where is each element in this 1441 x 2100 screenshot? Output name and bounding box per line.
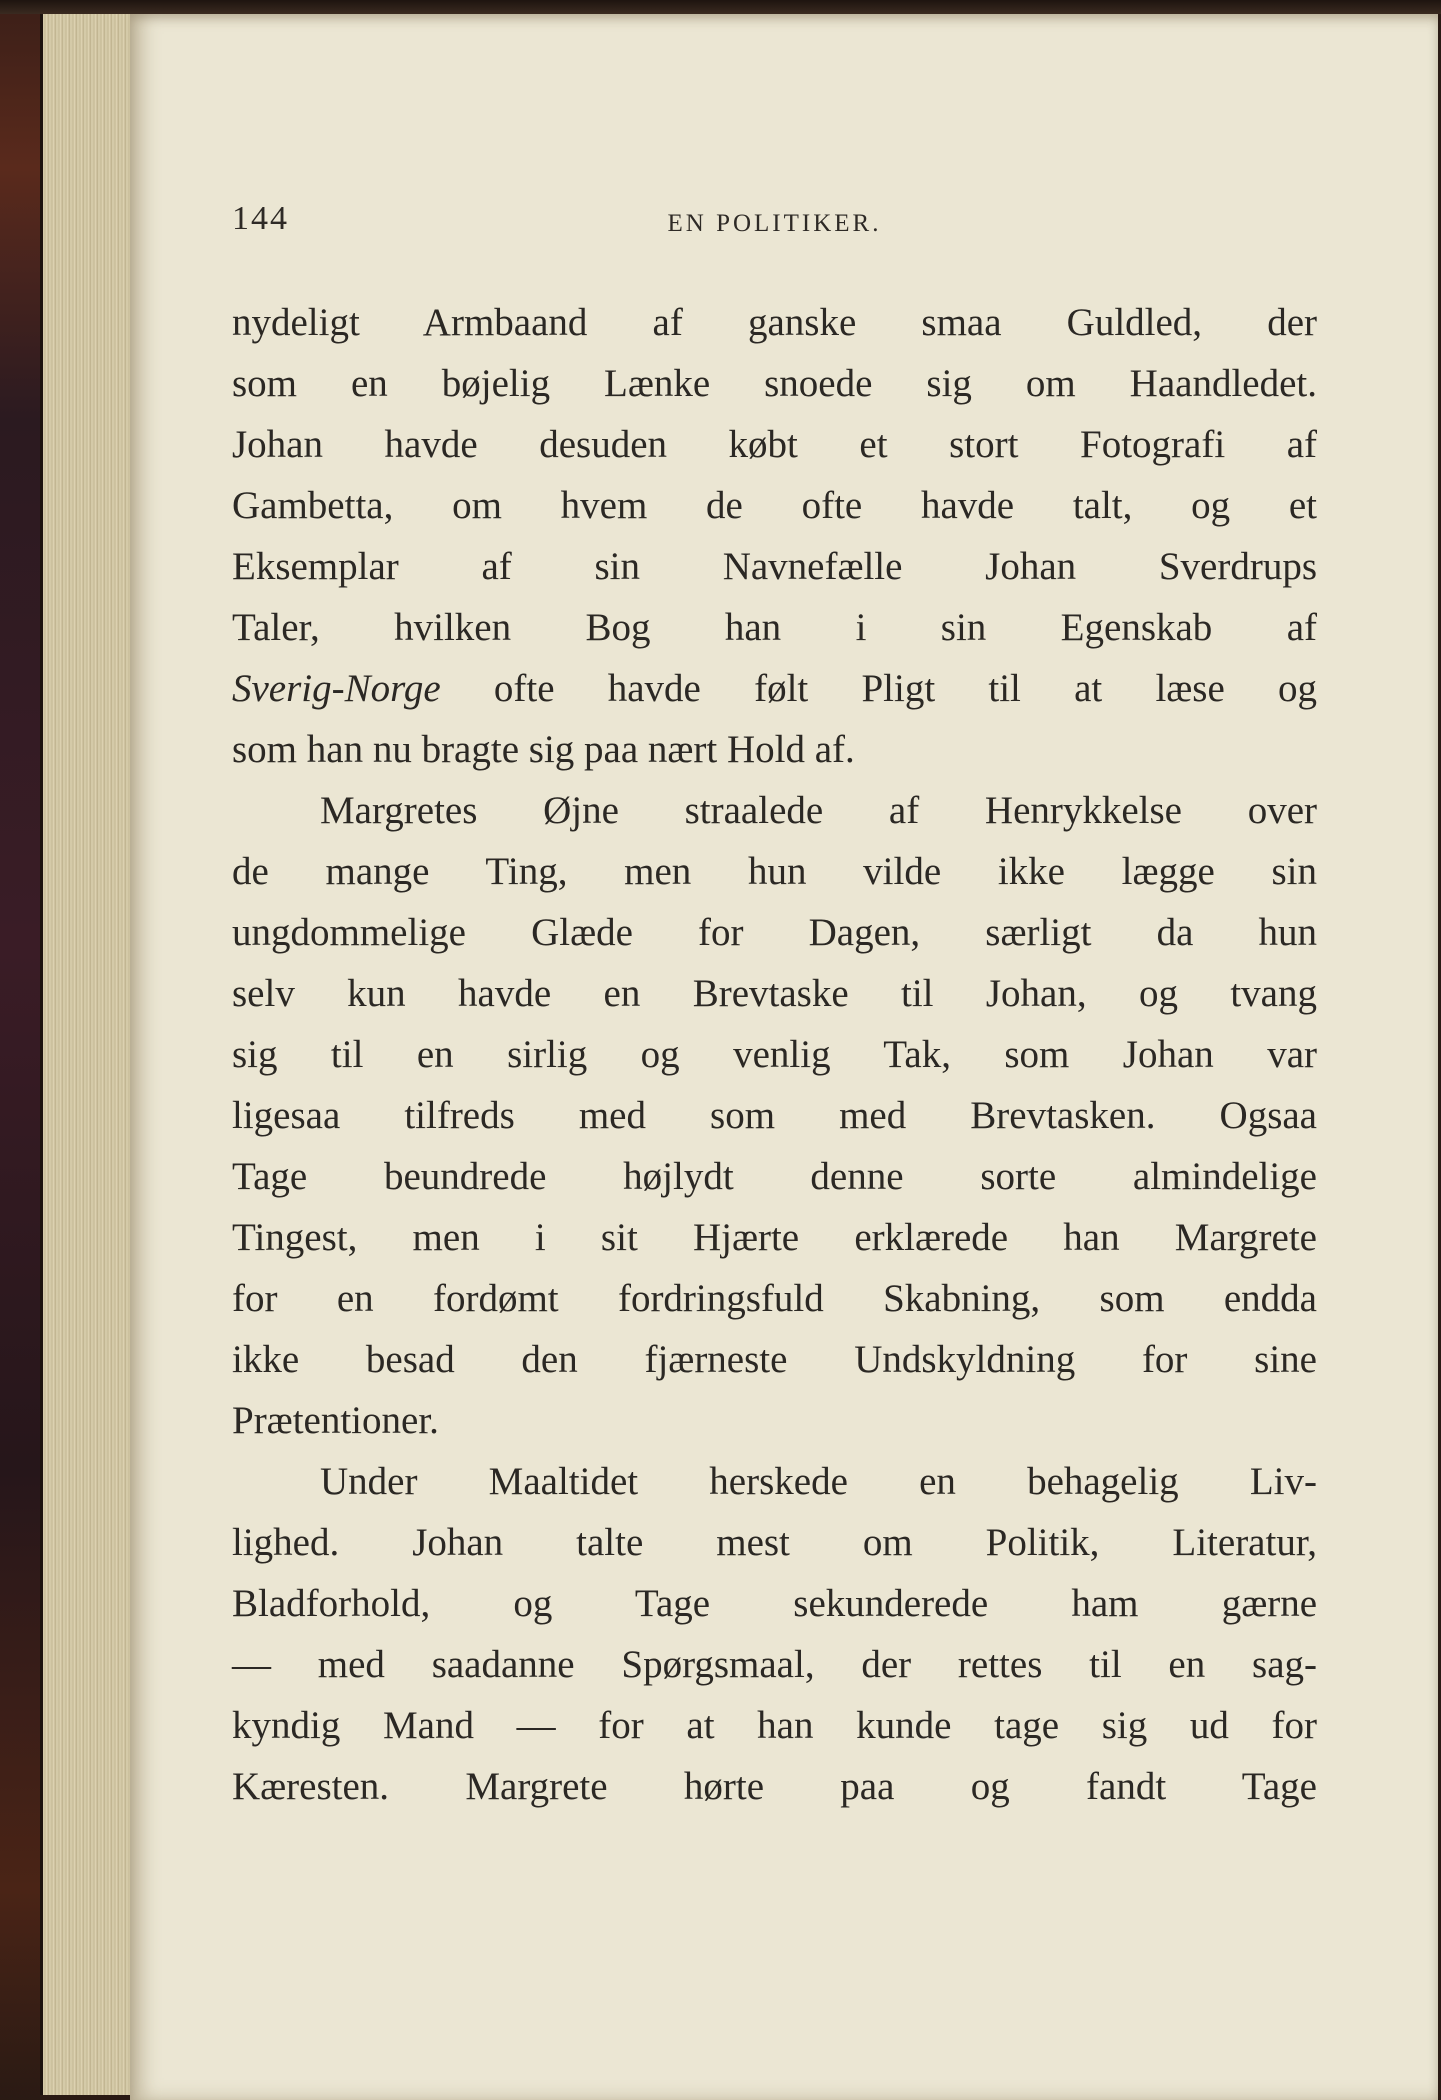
page-edges	[40, 10, 143, 2095]
text-line: selv kun havde en Brevtaske til Johan, og tvang	[232, 972, 1317, 1015]
paragraph-start: Margretes Øjne straalede af Henrykkelse over	[320, 789, 1317, 832]
text-line: Tingest, men i sit Hjærte erklærede han Margrete	[232, 1216, 1317, 1259]
text-line: Prætentioner.	[232, 1399, 439, 1442]
text-line: lighed. Johan talte mest om Politik, Literatur,	[232, 1521, 1317, 1564]
text-line: Johan havde desuden købt et stort Fotografi af	[232, 423, 1317, 466]
text-line: ligesaa tilfreds med som med Brevtasken. Ogsaa	[232, 1094, 1317, 1137]
text-line: Eksemplar af sin Navnefælle Johan Sverdrups	[232, 545, 1317, 588]
text-line: Tage beundrede højlydt denne sorte almindelige	[232, 1155, 1317, 1198]
page-number: 144	[232, 200, 289, 237]
text-line: som en bøjelig Lænke snoede sig om Haandledet.	[232, 362, 1317, 405]
paragraph-start: Under Maaltidet herskede en behagelig Liv-	[320, 1460, 1317, 1503]
running-title: EN POLITIKER.	[667, 210, 882, 237]
text-line: Taler, hvilken Bog han i sin Egenskab af	[232, 606, 1317, 649]
text-line: Gambetta, om hvem de ofte havde talt, og et	[232, 484, 1317, 527]
text-line: — med saadanne Spørgsmaal, der rettes til en sag-	[232, 1643, 1317, 1686]
text-line: Kæresten. Margrete hørte paa og fandt Tage	[232, 1765, 1317, 1808]
text-line: Bladforhold, og Tage sekunderede ham gærne	[232, 1582, 1317, 1625]
italic-title: Sverig-Norge	[232, 667, 441, 710]
text-line: de mange Ting, men hun vilde ikke lægge sin	[232, 850, 1317, 893]
body-text	[232, 292, 1317, 1817]
text-line: ikke besad den fjærneste Undskyldning for sine	[232, 1338, 1317, 1381]
text-line-with-title	[232, 658, 1317, 719]
text-line: nydeligt Armbaand af ganske smaa Guldled, der	[232, 301, 1317, 344]
text-line: for en fordømt fordringsfuld Skabning, som endda	[232, 1277, 1317, 1320]
text-line-rest: ofte havde følt Pligt til at læse og	[493, 667, 1317, 710]
top-edge-shadow	[0, 0, 1441, 14]
text-line: kyndig Mand — for at han kunde tage sig ud for	[232, 1704, 1317, 1747]
text-line: sig til en sirlig og venlig Tak, som Johan var	[232, 1033, 1317, 1076]
text-line: ungdommelige Glæde for Dagen, særligt da hun	[232, 911, 1317, 954]
page-header	[232, 200, 1317, 260]
text-line: som han nu bragte sig paa nært Hold af.	[232, 728, 855, 771]
